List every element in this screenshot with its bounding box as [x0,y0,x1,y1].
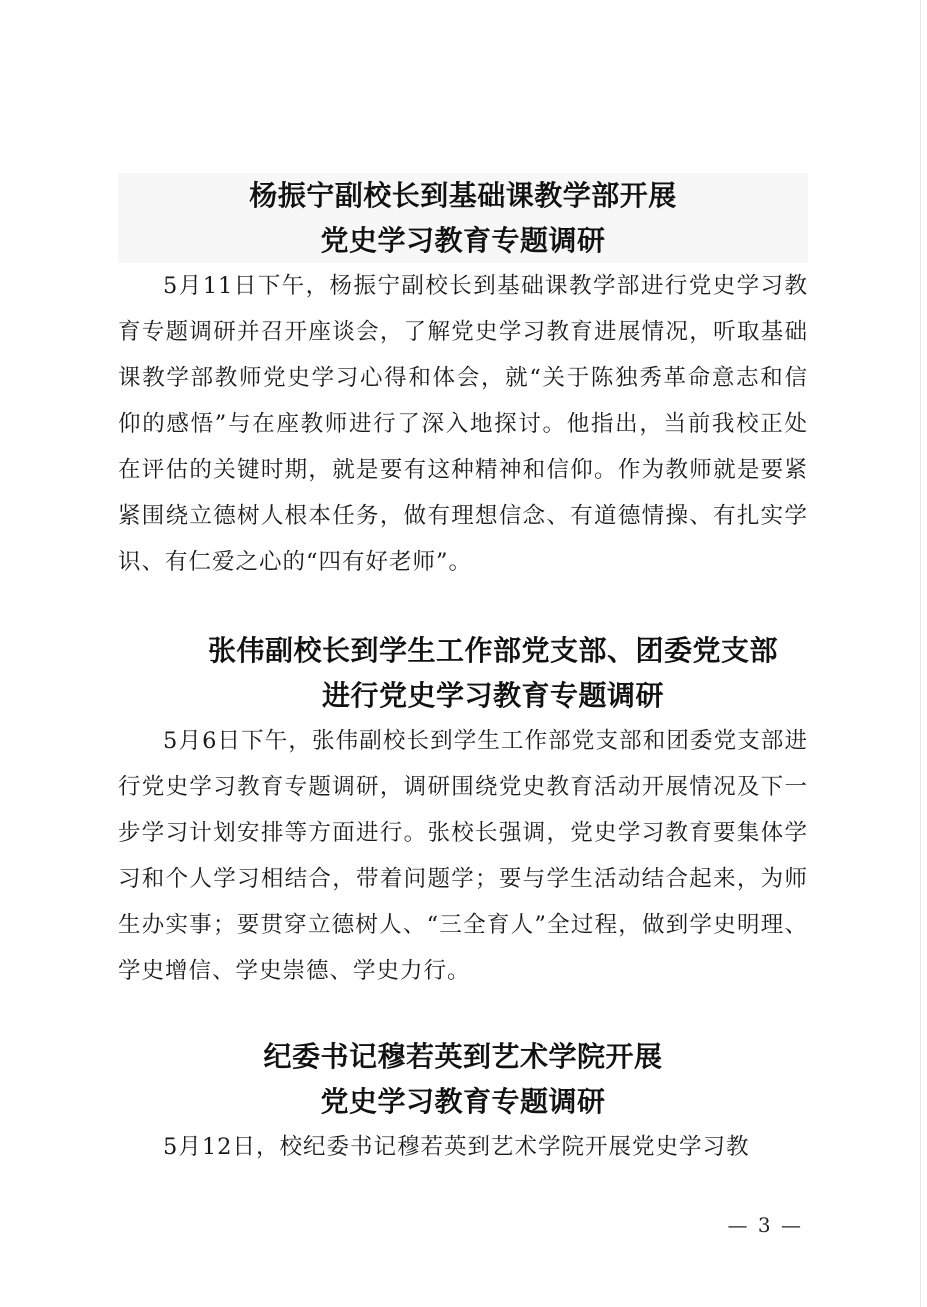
page-number: — 3 — [727,1213,803,1237]
article-title-1 [118,173,808,263]
article-body-1: 5月11日下午，杨振宁副校长到基础课教学部进行党史学习教育专题调研并召开座谈会，了解党史学习教育进展情况，听取基础课教学部教师党史学习心得和体会，就“关于陈独秀革命意志和信仰的感悟”与在座教师进行了深入地探讨。他指出，当前我校正处在评估的关键时期，就是要有这种精神和信仰。作为教师就是要紧紧围绕立德树人根本任务，做有理想信念、有道德情操、有扎实学识、有仁爱之心的“四有好老师”。 [118,273,808,575]
article-title-2-line-1: 张伟副校长到学生工作部党支部、团委党支部 [207,634,778,667]
article-title-2-line-2: 进行党史学习教育专题调研 [321,679,664,712]
article-title-2 [118,628,808,718]
article-title-3-line-1: 纪委书记穆若英到艺术学院开展 [263,1040,663,1073]
article-section-1 [118,173,808,585]
article-section-2 [118,628,808,994]
article-body-2: 5月6日下午，张伟副校长到学生工作部党支部和团委党支部进行党史学习教育专题调研，调研围绕党史教育活动开展情况及下一步学习计划安排等方面进行。张校长强调，党史学习教育要集体学习和个人学习相结合，带着问题学；要与学生活动结合起来，为师生办实事；要贯穿立德树人、“三全育人”全过程，做到学史明理、学史增信、学史崇德、学史力行。 [118,728,808,984]
article-title-1-line-1: 杨振宁副校长到基础课教学部开展 [249,179,677,212]
article-section-3 [118,1034,808,1170]
article-title-3-line-2: 党史学习教育专题调研 [320,1085,606,1118]
article-title-1-line-2: 党史学习教育专题调研 [320,224,606,257]
article-title-3 [118,1034,808,1124]
article-body-3: 5月12日，校纪委书记穆若英到艺术学院开展党史学习教 [163,1134,750,1160]
